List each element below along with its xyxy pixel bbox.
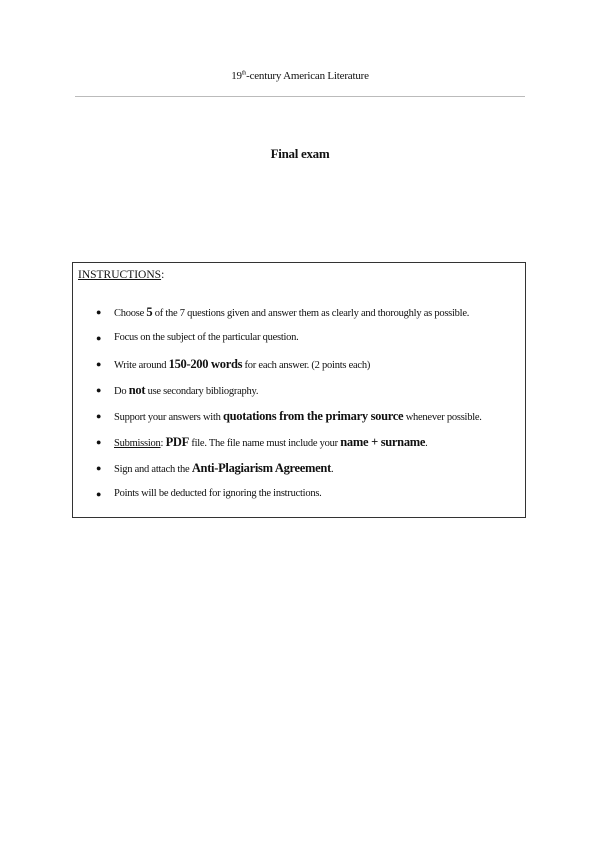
instruction-text <box>114 481 322 507</box>
instruction-item-focus <box>73 325 525 351</box>
text-run: . <box>330 464 334 475</box>
text-run: Points will be deducted for ignoring the instructions. <box>114 488 322 499</box>
bullet-icon: ● <box>96 333 102 343</box>
bullet-icon: ● <box>96 307 102 317</box>
text-run: Write around <box>114 360 169 371</box>
emphasis: 150-200 words <box>168 357 243 371</box>
instruction-item-submission <box>73 429 525 455</box>
text-run: Do <box>114 386 129 397</box>
instructions-heading <box>78 269 164 281</box>
instructions-box <box>72 262 526 518</box>
emphasis: 5 <box>146 305 153 319</box>
text-run: whenever possible. <box>403 412 482 423</box>
text-run: of the 7 questions given and answer them as clearly and thoroughly as possible. <box>152 308 470 319</box>
bullet-icon: ● <box>96 437 102 447</box>
text-run: . <box>425 438 428 449</box>
instruction-item-quotations <box>73 403 525 429</box>
text-run: use secondary bibliography. <box>145 386 259 397</box>
instructions-heading-label: INSTRUCTIONS <box>78 269 162 281</box>
instruction-text <box>114 455 333 483</box>
instruction-text <box>114 377 258 405</box>
instruction-item-agreement <box>73 455 525 481</box>
header-divider <box>75 96 525 97</box>
instruction-item-choose <box>73 299 525 325</box>
emphasis: quotations from the primary source <box>223 409 404 423</box>
instruction-item-word-count <box>73 351 525 377</box>
text-run: : <box>160 438 166 449</box>
bullet-icon: ● <box>96 489 102 499</box>
course-header <box>75 70 525 82</box>
instruction-text <box>114 429 428 457</box>
instruction-item-penalty <box>73 481 525 507</box>
instruction-text <box>114 325 299 351</box>
text-run: file. The file name must include your <box>188 438 341 449</box>
instruction-text <box>114 403 482 431</box>
emphasis: PDF <box>165 435 189 449</box>
instructions-list <box>73 299 525 507</box>
instruction-text <box>114 351 370 379</box>
emphasis: name + surname <box>340 435 426 449</box>
text-run: Sign and attach the <box>114 464 192 475</box>
course-ordinal-suffix: th <box>241 70 247 77</box>
text-run: Choose <box>114 308 147 319</box>
bullet-icon: ● <box>96 385 102 395</box>
text-run: Support your answers with <box>114 412 223 423</box>
emphasis: not <box>128 383 146 397</box>
text-run: Focus on the subject of the particular question. <box>114 332 299 343</box>
instruction-item-bibliography <box>73 377 525 403</box>
course-title: -century American Literature <box>246 70 369 82</box>
bullet-icon: ● <box>96 411 102 421</box>
course-number: 19 <box>231 70 242 82</box>
bullet-icon: ● <box>96 463 102 473</box>
emphasis: Anti-Plagiarism Agreement <box>191 461 331 475</box>
page-title: Final exam <box>270 146 330 161</box>
bullet-icon: ● <box>96 359 102 369</box>
text-run: for each answer. (2 points each) <box>242 360 371 371</box>
instruction-text <box>114 299 469 327</box>
underlined-label: Submission <box>114 438 161 449</box>
instructions-heading-colon: : <box>161 269 165 281</box>
